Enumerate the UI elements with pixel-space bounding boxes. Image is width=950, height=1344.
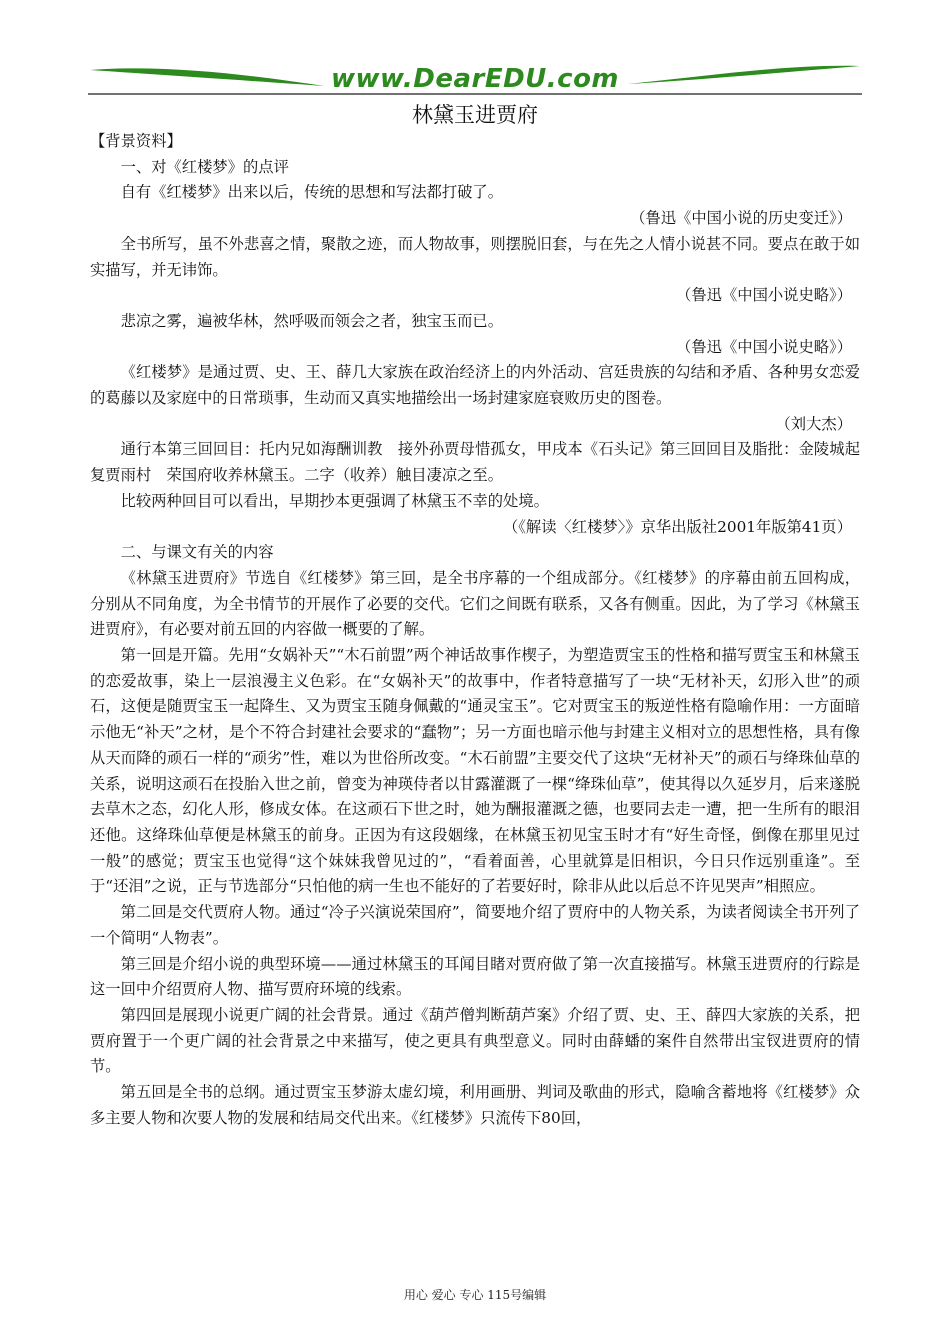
site-header-banner (88, 62, 862, 102)
quote-5: 通行本第三回回目：托内兄如海酬训教 接外孙贾母惜孤女，甲戌本《石头记》第三回回目及脂批：金陵城起复贾雨村 荣国府收养林黛玉。二字（收养）触目凄凉之至。 (90, 440, 860, 485)
page-footer: 用心 爱心 专心 115号编辑 (403, 1288, 547, 1302)
paragraph-4: 第三回是介绍小说的典型环境——通过林黛玉的耳闻目睹对贾府做了第一次直接描写。林黛玉进贾府的行踪是这一回中介绍贾府人物、描写贾府环境的线索。 (90, 954, 860, 999)
document-title: 林黛玉进贾府 (412, 103, 538, 127)
paragraph-1: 《林黛玉进贾府》节选自《红楼梦》第三回，是全书序幕的一个组成部分。《红楼梦》的序幕由前五回构成，分别从不同角度，为全书情节的开展作了必要的交代。它们之间既有联系，又各有侧重。因此，为了学习《林黛玉进贾府》，有必要对前五回的内容做一概要的了解。 (90, 568, 860, 639)
paragraph-6: 第五回是全书的总纲。通过贾宝玉梦游太虚幻境，利用画册、判词及歌曲的形式，隐喻含蓄地将《红楼梦》众多主要人物和次要人物的发展和结局交代出来。《红楼梦》只流传下80回， (90, 1083, 860, 1127)
quote-6: 比较两种回目可以看出，早期抄本更强调了林黛玉不幸的处境。 (120, 491, 549, 510)
part2-heading: 二、与课文有关的内容 (120, 543, 274, 562)
paragraph-3: 第二回是交代贾府人物。通过“冷子兴演说荣国府”，简要地介绍了贾府中的人物关系，为读者阅读全书开列了一个简明“人物表”。 (90, 903, 860, 947)
site-logo-text[interactable]: www.DearEDU.com (330, 64, 620, 94)
quote-6-source: （《解读〈红楼梦〉》京华出版社2001年版第41页） (502, 517, 852, 536)
document-body (90, 129, 860, 1131)
quote-3: 悲凉之雾，遍被华林，然呼吸而领会之者，独宝玉而已。 (120, 311, 504, 330)
quote-2-source: （鲁迅《中国小说史略》） (676, 286, 852, 305)
part1-heading: 一、对《红楼梦》的点评 (120, 157, 289, 176)
quote-1-source: （鲁迅《中国小说的历史变迁》） (630, 209, 852, 228)
quote-4: 《红楼梦》是通过贾、史、王、薛几大家族在政治经济上的内外活动、宫廷贵族的勾结和矛盾、各种男女恋爱的葛藤以及家庭中的日常琐事，生动而又真实地描绘出一场封建家庭衰败历史的图卷。 (90, 363, 860, 408)
paragraph-2: 第一回是开篇。先用“女娲补天”“木石前盟”两个神话故事作楔子，为塑造贾宝玉的性格和描写贾宝玉和林黛玉的恋爱故事，染上一层浪漫主义色彩。在“女娲补天”的故事中，作者特意描写了一块“无材补天，幻形入世”的顽石，这便是随贾宝玉一起降生、又为贾宝玉随身佩戴的“通灵宝玉”。它对贾宝玉的叛逆性格有隐喻作用：一方面暗示他无“补天”之材，是个不符合封建社会要求的“蠢物”；另一方面也暗示他与封建主义相对立的思想性格，具有像从天而降的顽石一样的“顽劣”性，难以为世俗所改变。“木石前盟”主要交代了这块“无材补天”的顽石与绛珠仙草的关系，说明这顽石在投胎入世之前，曾变为神瑛侍者以甘露灌溉了一棵“绛珠仙草”，使其得以久延岁月，后来遂脱去草木之态，幻化人形，修成女体。在这顽石下世之时，她为酬报灌溉之德，也要同去走一遭，把一生所有的眼泪还他。这绛珠仙草便是林黛玉的前身。正因为有这段姻缘，在林黛玉初见宝玉时才有“好生奇怪，倒像在那里见过一般”的感觉；贾宝玉也觉得“这个妹妹我曾见过的”，“看着面善，心里就算是旧相识，今日只作远别重逢”。至于“还泪”之说，正与节选部分“只怕他的病一生也不能好的了若要好时，除非从此以后总不许见哭声”相照应。 (90, 646, 860, 896)
section-label: 【背景资料】 (90, 132, 182, 150)
quote-1: 自有《红楼梦》出来以后，传统的思想和写法都打破了。 (120, 183, 504, 202)
paragraph-5: 第四回是展现小说更广阔的社会背景。通过《葫芦僧判断葫芦案》介绍了贾、史、王、薛四大家族的关系，把贾府置于一个更广阔的社会背景之中来描写，使之更具有典型意义。同时由薛蟠的案件自然带出宝钗进贾府的情节。 (90, 1005, 860, 1076)
quote-3-source: （鲁迅《中国小说史略》） (676, 337, 852, 356)
quote-2: 全书所写，虽不外悲喜之情，聚散之迹，而人物故事，则摆脱旧套，与在先之人情小说甚不同。要点在敢于如实描写，并无讳饰。 (90, 234, 860, 279)
quote-4-source: （刘大杰） (775, 414, 852, 433)
